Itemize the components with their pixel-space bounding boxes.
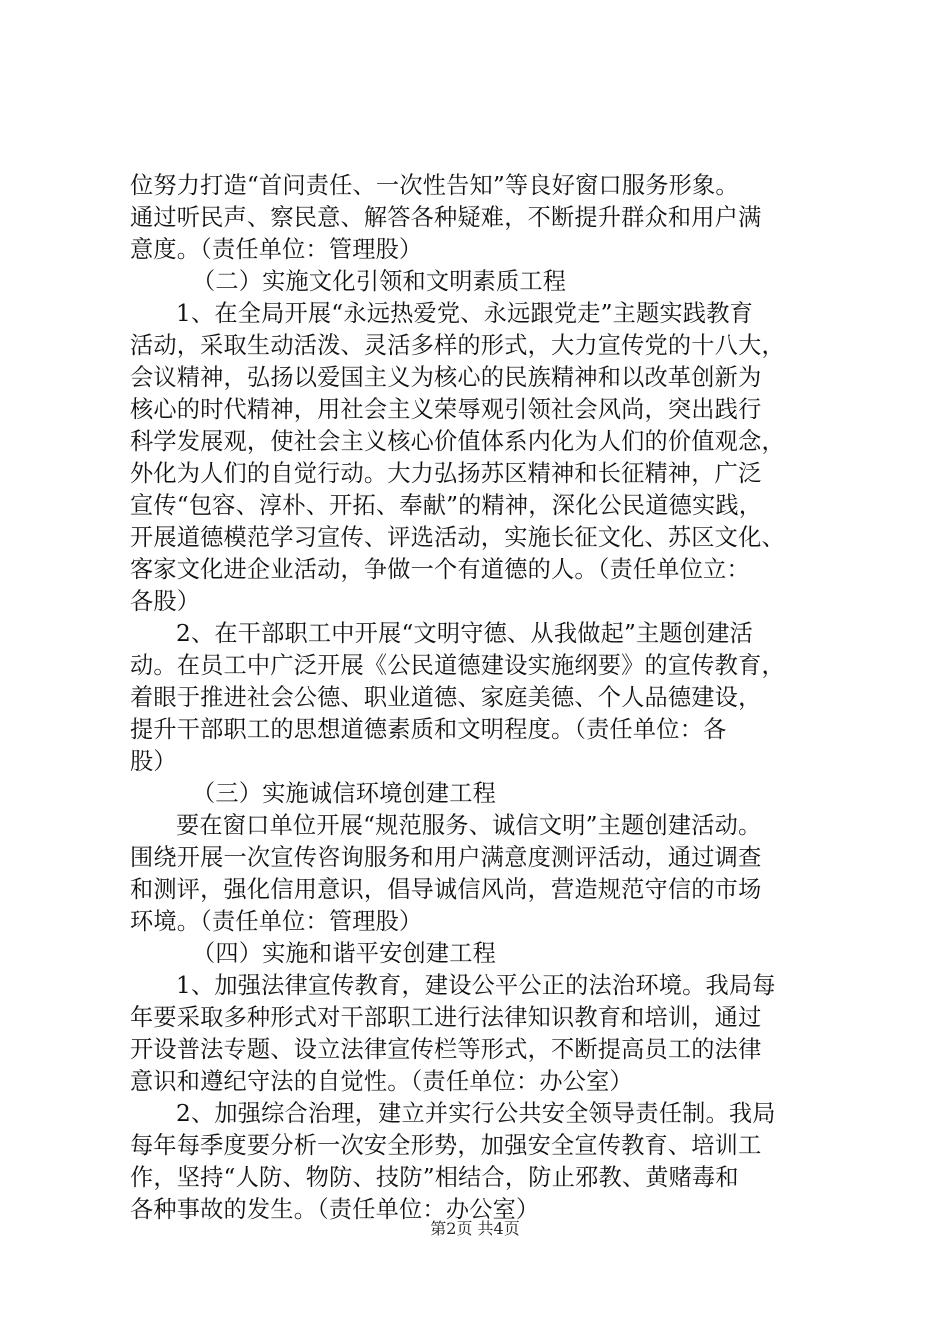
paragraph-line: 年要采取多种形式对干部职工进行法律知识教育和培训，通过	[130, 1004, 762, 1031]
paragraph-line: 客家文化进企业活动，争做一个有道德的人。（责任单位立：	[130, 556, 750, 583]
paragraph-line: 各股）	[130, 588, 201, 615]
paragraph-line: 作，坚持“人防、物防、技防”相结合，防止邪教、黄赌毒和	[130, 1164, 739, 1191]
paragraph-line: 环境。（责任单位：管理股）	[130, 908, 423, 935]
paragraph-line: 开展道德模范学习宣传、评选活动，实施长征文化、苏区文化、	[130, 524, 785, 551]
paragraph-line: 意度。（责任单位：管理股）	[130, 236, 423, 263]
paragraph-line: 外化为人们的自觉行动。大力弘扬苏区精神和长征精神，广泛	[130, 460, 762, 487]
paragraph-line: 意识和遵纪守法的自觉性。（责任单位：办公室）	[130, 1068, 633, 1095]
paragraph-line: 提升干部职工的思想道德素质和文明程度。（责任单位：各	[130, 716, 727, 743]
paragraph-line: 每年每季度要分析一次安全形势，加强安全宣传教育、培训工	[130, 1132, 762, 1159]
paragraph-line: 股）	[130, 748, 177, 775]
section-heading: （四）实施和谐平安创建工程	[192, 940, 497, 967]
paragraph-line: 通过听民声、察民意、解答各种疑难，不断提升群众和用户满	[130, 204, 762, 231]
paragraph-line: 科学发展观，使社会主义核心价值体系内化为人们的价值观念，	[130, 428, 785, 455]
paragraph-line: 着眼于推进社会公德、职业道德、家庭美德、个人品德建设，	[130, 684, 762, 711]
paragraph-line: 2、在干部职工中开展“文明守德、从我做起”主题创建活	[176, 620, 753, 647]
paragraph-line: 1、在全局开展“永远热爱党、永远跟党走”主题实践教育	[176, 300, 753, 327]
paragraph-line: 和测评，强化信用意识，倡导诚信风尚，营造规范守信的市场	[130, 876, 762, 903]
page-footer: 第2页 共4页	[430, 1219, 520, 1238]
paragraph-line: 宣传“包容、淳朴、开拓、奉献”的精神，深化公民道德实践，	[130, 492, 763, 519]
paragraph-line: 活动，采取生动活泼、灵活多样的形式，大力宣传党的十八大，	[130, 332, 785, 359]
paragraph-line: 开设普法专题、设立法律宣传栏等形式，不断提高员工的法律	[130, 1036, 762, 1063]
paragraph-line: 2、加强综合治理，建立并实行公共安全领导责任制。我局	[176, 1100, 776, 1127]
paragraph-line: 1、加强法律宣传教育，建设公平公正的法治环境。我局每	[176, 972, 776, 999]
paragraph-line: 位努力打造“首问责任、一次性告知”等良好窗口服务形象。	[130, 172, 739, 199]
section-heading: （二）实施文化引领和文明素质工程	[192, 268, 567, 295]
paragraph-line: 核心的时代精神，用社会主义荣辱观引领社会风尚，突出践行	[130, 396, 762, 423]
paragraph-line: 各种事故的发生。（责任单位：办公室）	[130, 1196, 540, 1223]
paragraph-line: 要在窗口单位开展“规范服务、诚信文明”主题创建活动。	[176, 812, 762, 839]
section-heading: （三）实施诚信环境创建工程	[192, 780, 497, 807]
paragraph-line: 围绕开展一次宣传咨询服务和用户满意度测评活动，通过调查	[130, 844, 762, 871]
paragraph-line: 动。在员工中广泛开展《公民道德建设实施纲要》的宣传教育，	[130, 652, 785, 679]
document-body	[130, 170, 830, 1226]
paragraph-line: 会议精神，弘扬以爱国主义为核心的民族精神和以改革创新为	[130, 364, 762, 391]
